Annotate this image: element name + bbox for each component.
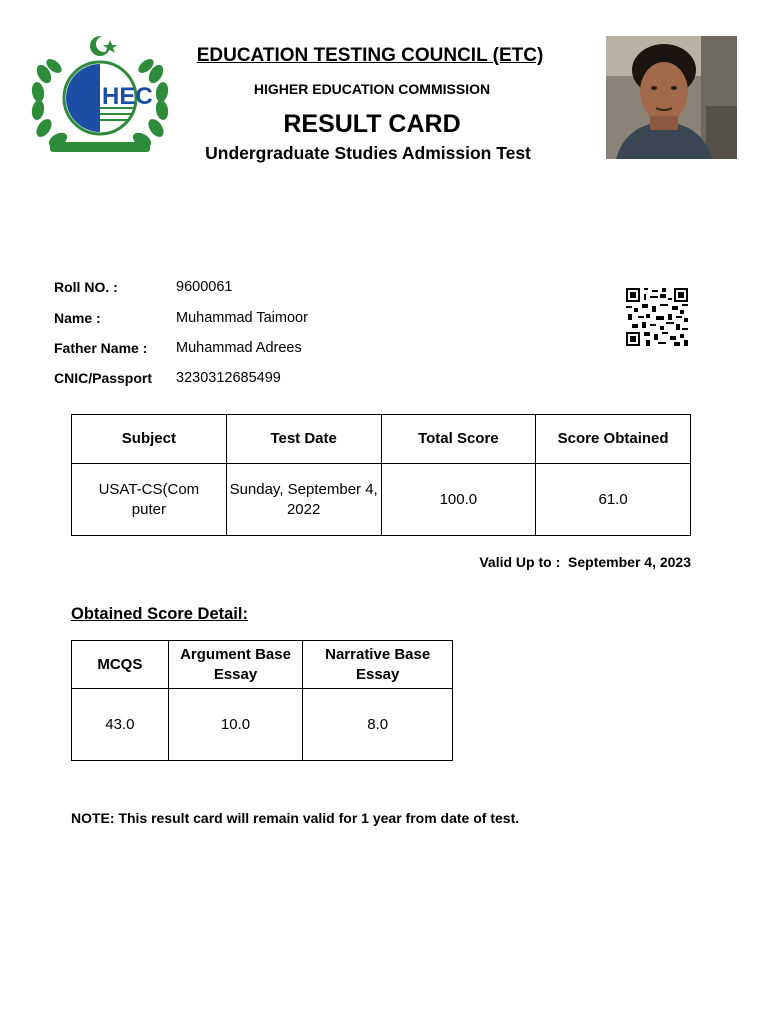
column-header-narrative-essay: Narrative Base Essay (303, 641, 453, 689)
column-header-total-score: Total Score (381, 415, 536, 464)
name-label: Name : (54, 310, 101, 326)
qr-code-icon (626, 288, 688, 346)
organization-title: EDUCATION TESTING COUNCIL (ETC) (196, 45, 544, 66)
cnic-value: 3230312685499 (176, 370, 281, 386)
valid-up-to-label: Valid Up to : (479, 554, 561, 570)
svg-text:HEC: HEC (102, 83, 153, 110)
argument-essay-score-cell: 10.0 (168, 689, 303, 761)
column-header-test-date: Test Date (226, 415, 381, 464)
table-row (72, 464, 691, 536)
roll-number-value: 9600061 (176, 279, 233, 295)
column-header-mcqs: MCQS (72, 641, 169, 689)
column-header-argument-essay: Argument Base Essay (168, 641, 303, 689)
validity-line (420, 554, 691, 570)
result-table (71, 414, 691, 536)
total-score-cell: 100.0 (381, 464, 536, 536)
score-obtained-cell: 61.0 (536, 464, 691, 536)
father-name-label: Father Name : (54, 340, 148, 356)
validity-note: NOTE: This result card will remain valid for 1 year from date of test. (71, 810, 520, 826)
column-header-score-obtained: Score Obtained (536, 415, 691, 464)
column-header-subject: Subject (72, 415, 227, 464)
score-detail-title: Obtained Score Detail: (71, 605, 248, 623)
mcqs-score-cell: 43.0 (72, 689, 169, 761)
commission-name: HIGHER EDUCATION COMMISSION (253, 81, 491, 97)
name-value: Muhammad Taimoor (176, 310, 308, 326)
result-table-header-row (72, 415, 691, 464)
hec-logo (30, 34, 170, 160)
score-detail-table (71, 640, 453, 761)
test-name: Undergraduate Studies Admission Test (205, 143, 531, 163)
subject-cell: USAT-CS(Computer (72, 464, 227, 536)
candidate-photo (606, 36, 737, 159)
roll-number-label: Roll NO. : (54, 279, 118, 295)
valid-up-to-date: September 4, 2023 (568, 554, 691, 570)
father-name-value: Muhammad Adrees (176, 340, 302, 356)
document-title: RESULT CARD (283, 110, 461, 138)
test-date-cell: Sunday, September 4, 2022 (226, 464, 381, 536)
table-row (72, 689, 453, 761)
cnic-label: CNIC/Passport (54, 370, 153, 386)
narrative-essay-score-cell: 8.0 (303, 689, 453, 761)
score-table-header-row (72, 641, 453, 689)
